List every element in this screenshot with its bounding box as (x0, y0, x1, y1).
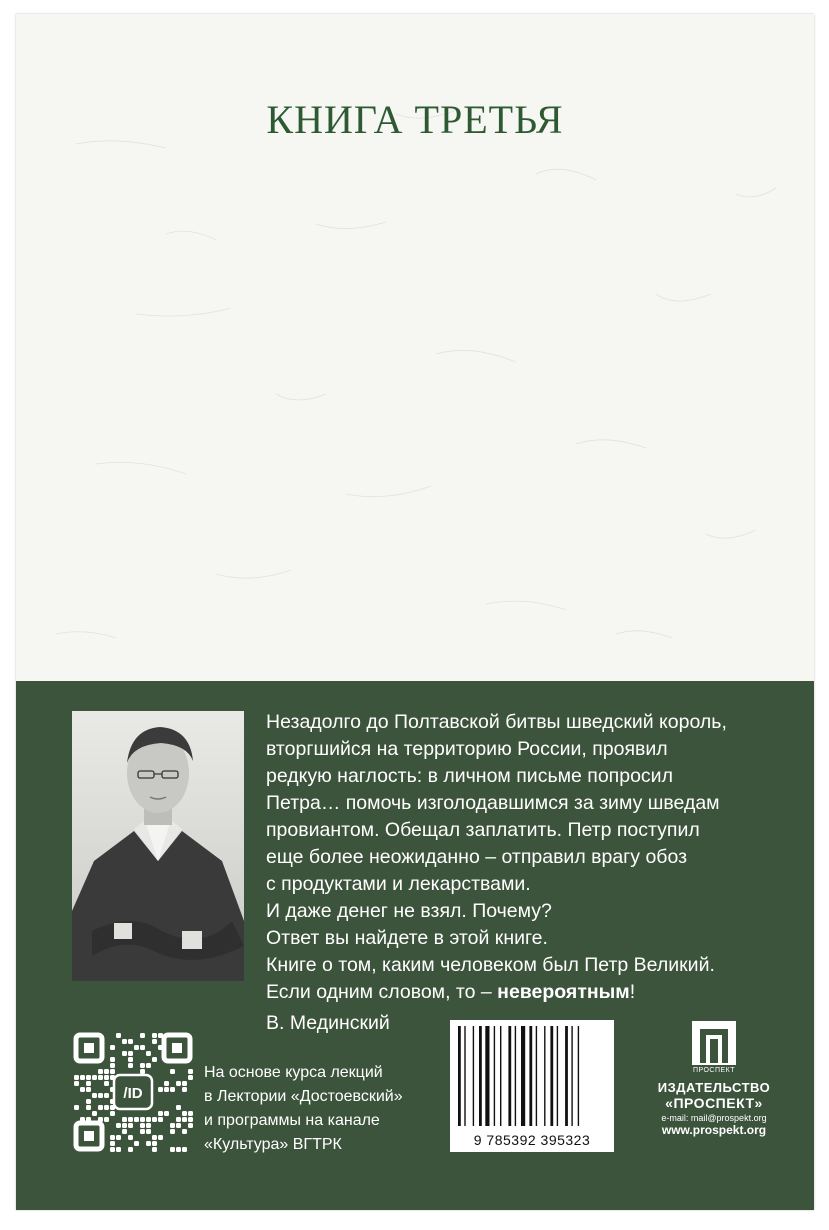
isbn-number: 9 785392 395323 (473, 1132, 591, 1148)
description-panel (16, 681, 814, 1210)
blurb-line: Петра… помочь изголодавшимся за зиму шведам (266, 792, 720, 814)
blurb-line: Незадолго до Полтавской битвы шведский король, (266, 711, 727, 733)
publisher-website: www.prospekt.org (661, 1123, 767, 1137)
publisher-logo-icon (692, 1021, 736, 1065)
publisher-email: e-mail: mail@prospekt.org (661, 1113, 767, 1123)
blurb-line: вторгшийся на территорию России, проявил (266, 738, 668, 760)
book-back-cover (16, 14, 814, 1210)
blurb-line: с продуктами и лекарствами. (266, 873, 531, 895)
paper-texture-area (16, 14, 814, 681)
lecture-line: На основе курса лекций (204, 1064, 383, 1081)
blurb-line: Ответ вы найдете в этой книге. (266, 927, 548, 949)
barcode-bars (450, 1026, 614, 1136)
blurb-emphasis: невероятным (497, 981, 630, 1003)
book-subtitle: КНИГА ТРЕТЬЯ (266, 97, 564, 142)
lecture-line: в Лектории «Достоевский» (204, 1088, 403, 1105)
author-photo (72, 711, 244, 981)
publisher-logo-label: ПРОСПЕКТ (692, 1067, 736, 1074)
blurb-line: редкую наглость: в личном письме попросил (266, 765, 673, 787)
author-signature: В. Мединский (266, 1012, 390, 1034)
lecture-info (204, 1061, 403, 1157)
blurb-text (266, 709, 806, 1037)
blurb-line: провиантом. Обещал заплатить. Петр поступил (266, 819, 700, 841)
blurb-last-prefix: Если одним словом, то – (266, 981, 498, 1003)
isbn-barcode (450, 1020, 614, 1152)
publisher-block (622, 1021, 806, 1137)
blurb-line: И даже денег не взял. Почему? (266, 900, 552, 922)
publisher-name-line1: ИЗДАТЕЛЬСТВО (657, 1080, 771, 1095)
qr-logo-text: /ID (123, 1085, 143, 1102)
publisher-name-line2: «ПРОСПЕКТ» (665, 1095, 763, 1111)
qr-code (72, 1031, 194, 1153)
lecture-line: «Культура» ВГТРК (204, 1136, 342, 1153)
blurb-line: Книге о том, каким человеком был Петр Великий. (266, 954, 715, 976)
blurb-last-suffix: ! (629, 981, 636, 1003)
blurb-line: еще более неожиданно – отправил врагу обоз (266, 846, 688, 868)
blurb-line-last (266, 979, 806, 1006)
lecture-line: и программы на канале (204, 1112, 380, 1129)
